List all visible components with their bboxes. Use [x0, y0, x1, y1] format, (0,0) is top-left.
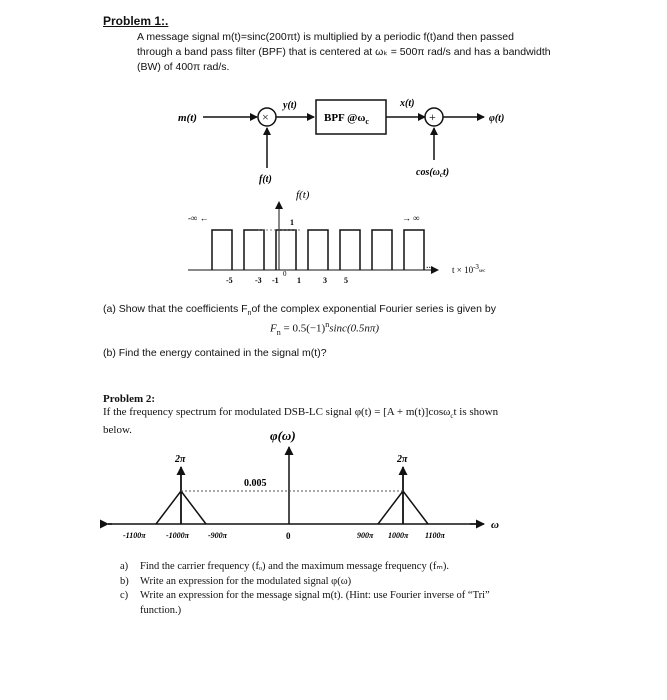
spectrum-plot — [0, 425, 667, 555]
adder-input-label: $\cos(\omega_ct)$ — [416, 167, 450, 179]
pulse-train-plot — [0, 188, 667, 298]
tick-label: -3 — [255, 276, 262, 285]
block-diagram — [0, 0, 667, 190]
omega-axis-label: ω — [491, 519, 499, 531]
input-label: m(t) — [178, 112, 197, 124]
multiplier-input-label: f(t) — [259, 174, 272, 185]
problem1-statement-line3: (BW) of 400π rad/s. — [137, 61, 230, 73]
part-a-question: (a) Show that the coefficients $F_nof$ the complex exponential Fourier series is given by — [103, 303, 496, 318]
question-item: c) Write an expression for the message signal m(t). (Hint: use Fourier inverse of “Tri” — [120, 590, 490, 601]
tick-label: 0 — [283, 270, 287, 278]
multiplier-symbol: × — [262, 110, 269, 124]
spectrum-title: φ(ω) — [270, 428, 296, 443]
x-label-zero: 0 — [286, 531, 291, 541]
left-impulse-label: 2π — [175, 454, 186, 465]
x-label: -1100π — [123, 531, 146, 540]
x-label: -900π — [208, 531, 228, 540]
level-label: 0.005 — [244, 478, 267, 489]
pulse-plot-title: f(t) — [296, 189, 310, 201]
tick-label: 1 — [297, 276, 301, 285]
tick-label: 5 — [344, 276, 348, 285]
x-label: 1100π — [425, 531, 445, 540]
x-label: 1000π — [388, 531, 409, 540]
continuation-dots: ... — [426, 260, 434, 271]
problem2-questions — [120, 560, 600, 618]
tick-label: -5 — [226, 276, 233, 285]
question-item: function.) — [140, 604, 182, 616]
problem1-statement-line1: A message signal m(t)=sinc(200πt) is multiplied by a periodic f(t)and then passed — [137, 31, 514, 43]
tick-label: 3 — [323, 276, 327, 285]
problem1-statement-line2: through a band pass filter (BPF) that is centered at ωₖ = 500π rad/s and has a bandwidth — [137, 46, 551, 58]
pulse-waveform — [212, 230, 424, 270]
right-infinity: → ∞ — [402, 213, 420, 223]
time-axis-label: $t \times 10^{-3}_{sec}$ — [452, 263, 486, 275]
bpf-label: BPF $@\omega_c$ — [324, 112, 369, 126]
problem2-title: Problem 2: — [103, 393, 156, 405]
x-label: 900π — [357, 531, 374, 540]
x-label: -1000π — [166, 531, 190, 540]
tick-label: -1 — [272, 276, 279, 285]
fourier-coefficient-formula: $F_n = 0.5(-1)^n\sin c(0.5n\pi)$ — [270, 320, 380, 337]
problem1-title: Problem 1:. — [103, 14, 169, 28]
y-signal-label: y(t) — [283, 100, 297, 111]
question-item: b) Write an expression for the modulated signal φ(ω) — [120, 575, 352, 587]
adder-symbol: + — [429, 110, 436, 124]
left-infinity: -∞ ← — [188, 213, 209, 223]
x-signal-label: x(t) — [400, 98, 415, 109]
right-impulse-label: 2π — [397, 454, 408, 465]
problem2-statement: If the frequency spectrum for modulated DSB-LC signal φ(t) = [A + m(t)]cosω$_c$t is shown below. — [103, 406, 499, 437]
part-b-question: (b) Find the energy contained in the signal m(t)? — [103, 347, 327, 359]
output-label: φ(t) — [489, 113, 505, 124]
question-item: a) Find the carrier frequency (fₒ) and the maximum message frequency (fₘ). — [120, 561, 449, 572]
amplitude-label: 1 — [290, 218, 294, 227]
